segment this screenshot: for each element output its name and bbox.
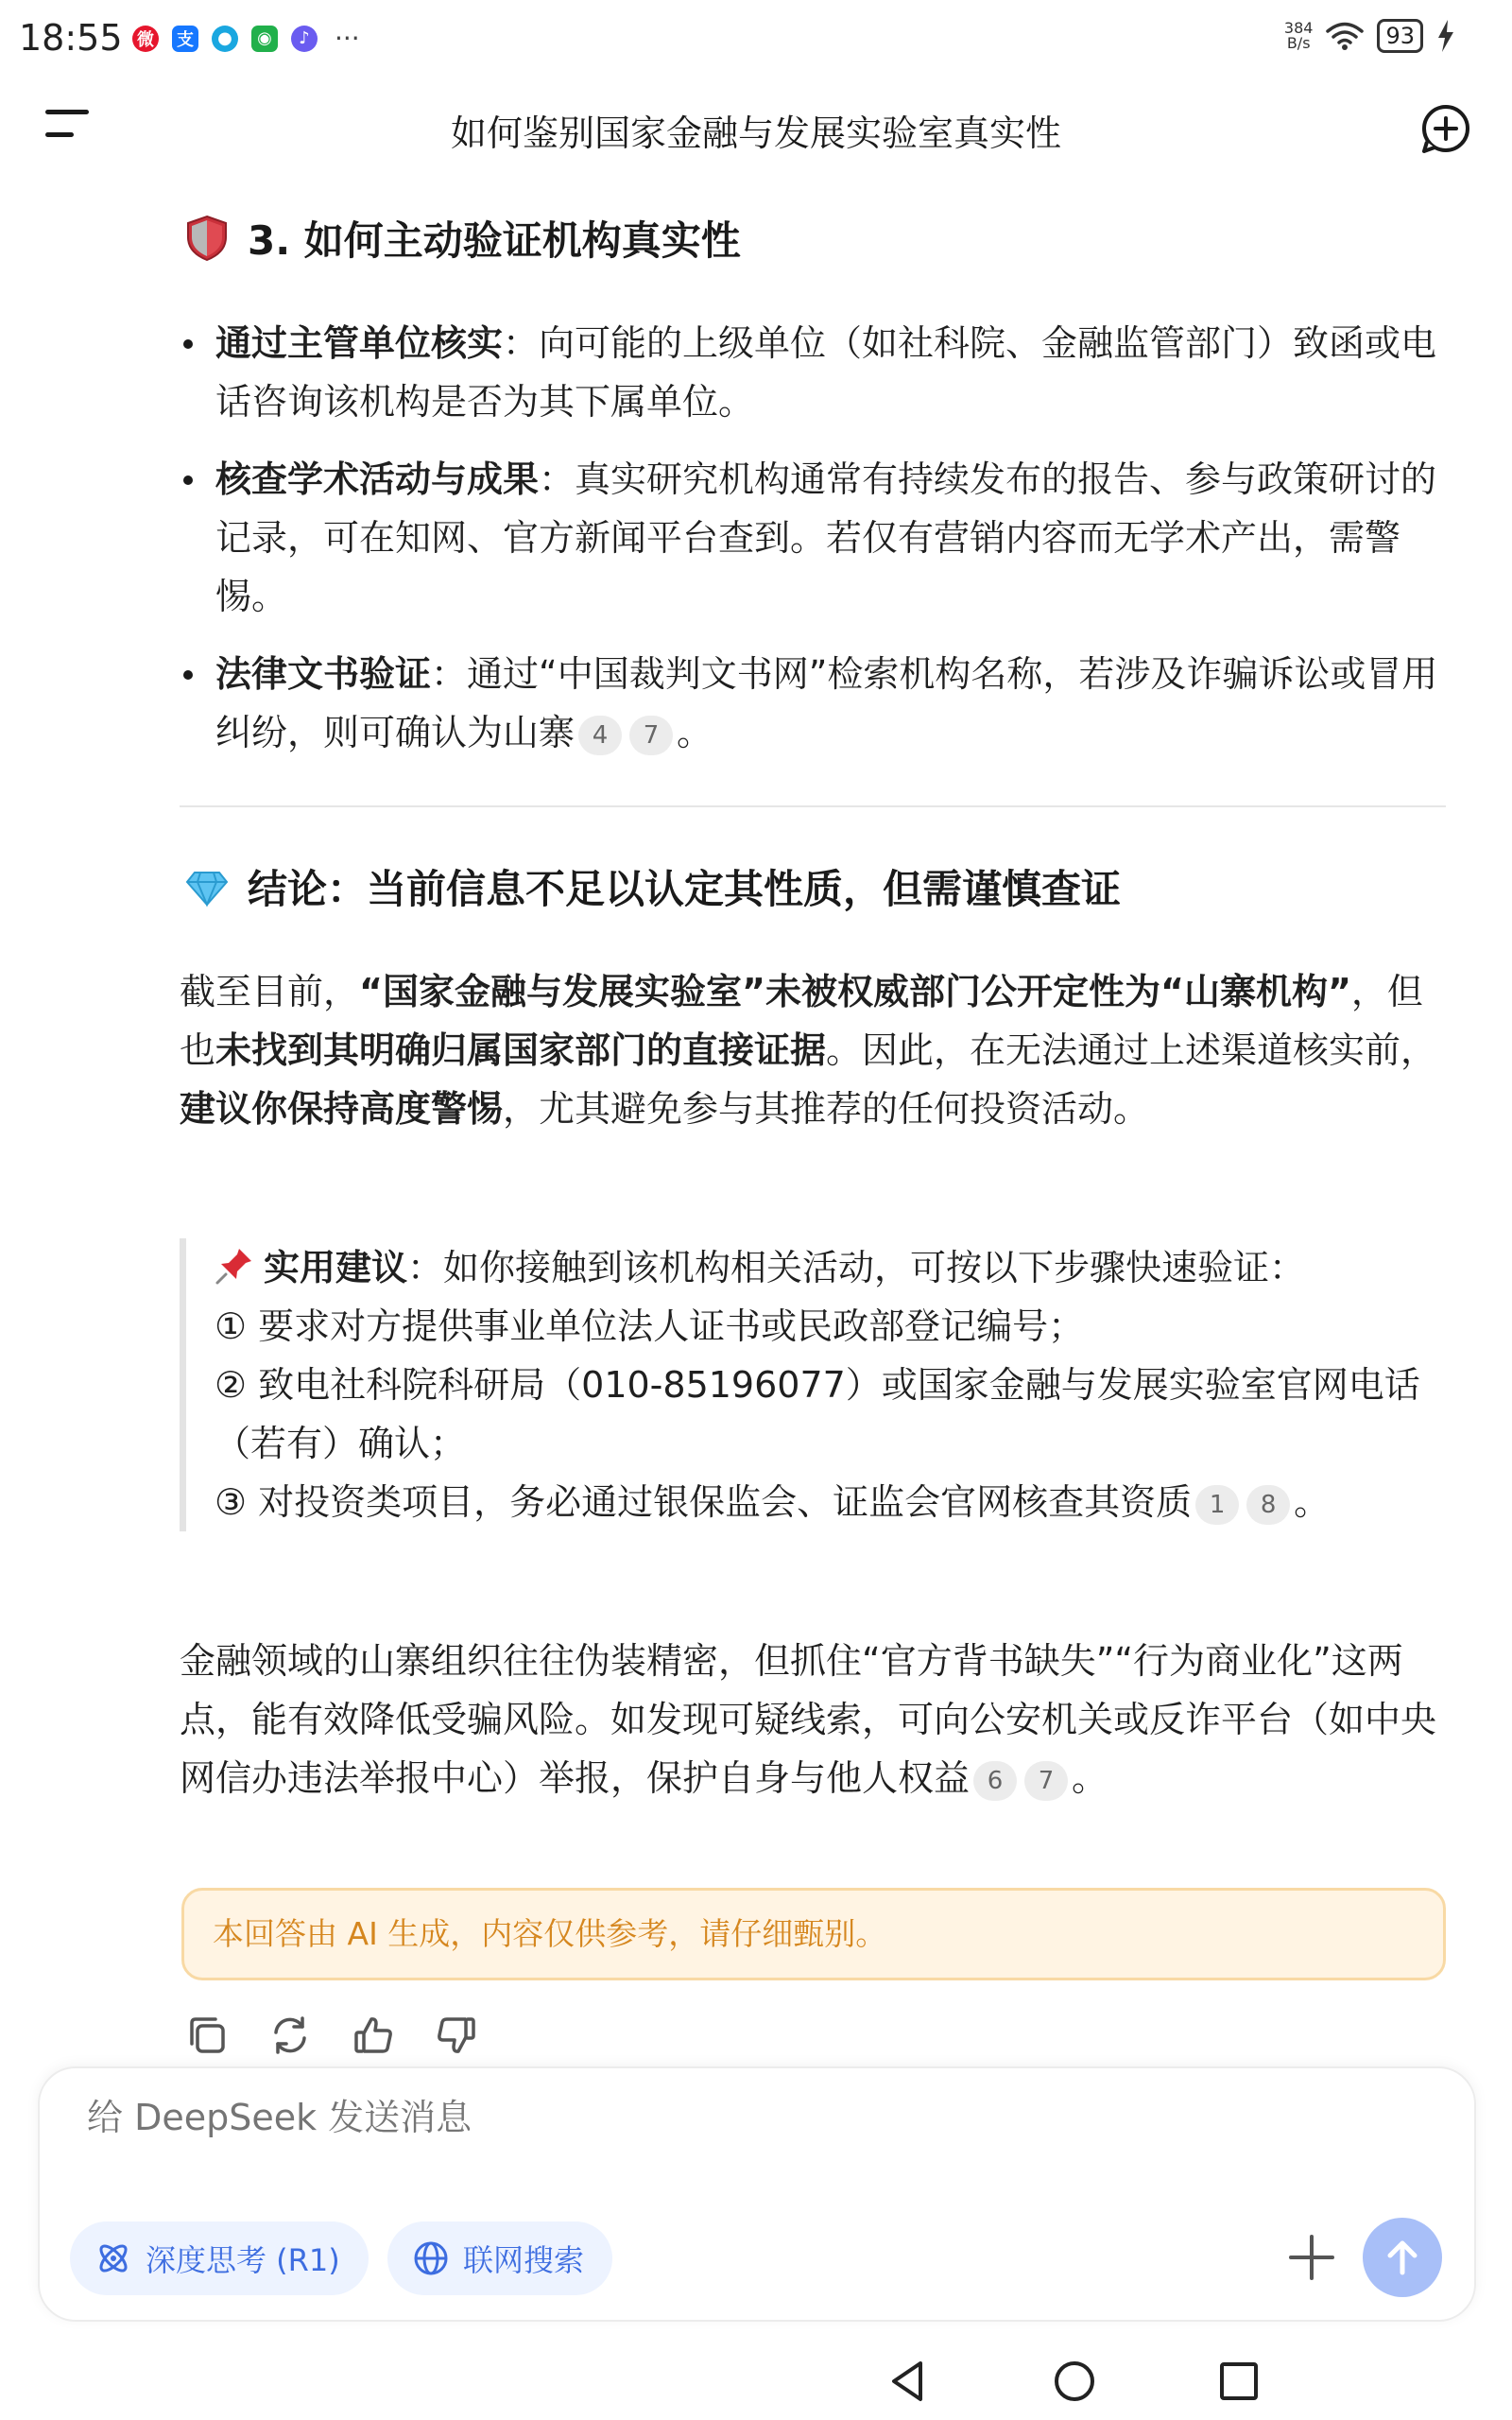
weibo-icon: 微 bbox=[132, 26, 159, 52]
citation-badge[interactable]: 4 bbox=[578, 716, 622, 755]
send-button[interactable] bbox=[1363, 2218, 1442, 2297]
tips-step-2: ② 致电社科院科研局（010-85196077）或国家金融与发展实验室官网电话（若有）确认； bbox=[215, 1364, 1420, 1464]
message-composer bbox=[38, 2066, 1476, 2322]
shield-icon bbox=[185, 215, 229, 262]
section-divider bbox=[180, 805, 1446, 807]
home-icon[interactable] bbox=[1049, 2356, 1100, 2407]
thumbs-up-icon[interactable] bbox=[352, 2014, 395, 2057]
back-icon[interactable] bbox=[883, 2356, 934, 2407]
recents-icon[interactable] bbox=[1213, 2356, 1264, 2407]
message-actions bbox=[185, 2014, 478, 2057]
wechat-icon: ◉ bbox=[251, 26, 278, 52]
new-chat-button[interactable] bbox=[1419, 102, 1472, 155]
pushpin-icon bbox=[215, 1246, 254, 1286]
status-time: 18:55 bbox=[19, 17, 123, 59]
thumbs-down-icon[interactable] bbox=[435, 2014, 478, 2057]
page-title: 如何鉴别国家金融与发展实验室真实性 bbox=[450, 112, 1061, 154]
status-app-icons bbox=[132, 23, 360, 54]
top-bar bbox=[0, 85, 1512, 170]
charging-icon bbox=[1436, 20, 1455, 52]
citation-badge[interactable]: 6 bbox=[973, 1761, 1017, 1801]
tips-intro: 实用建议：如你接触到该机构相关活动，可按以下步骤快速验证： bbox=[215, 1238, 1451, 1297]
web-search-toggle[interactable]: 联网搜索 bbox=[387, 2221, 612, 2295]
citation-badge[interactable]: 7 bbox=[629, 716, 673, 755]
net-speed: 384 B/s bbox=[1283, 19, 1314, 52]
globe-icon bbox=[412, 2239, 450, 2277]
atom-icon bbox=[94, 2239, 132, 2277]
alipay-icon: 支 bbox=[172, 26, 198, 52]
conclusion-paragraph: 截至目前，“国家金融与发展实验室”未被权威部门公开定性为“山寨机构”，但也未找到其明确归属国家部门的直接证据。因此，在无法通过上述渠道核实前，建议你保持高度警惕，尤其避免参与其推荐的任何投资活动。 bbox=[180, 971, 1437, 1130]
system-nav-bar bbox=[0, 2344, 1512, 2420]
section3-heading-text: 3. 如何主动验证机构真实性 bbox=[248, 217, 741, 264]
citation-badge[interactable]: 1 bbox=[1195, 1485, 1239, 1525]
copy-icon[interactable] bbox=[185, 2014, 229, 2057]
tips-step-3: ③ 对投资类项目，务必通过银保监会、证监会官网核查其资质 1 8 。 bbox=[215, 1481, 1331, 1523]
conclusion-heading-text: 结论：当前信息不足以认定其性质，但需谨慎查证 bbox=[248, 866, 1122, 912]
tips-blockquote bbox=[180, 1238, 1451, 1531]
list-item: 核查学术活动与成果：真实研究机构通常有持续发布的报告、参与政策研讨的记录，可在知网、官方新闻平台查到。若仅有营销内容而无学术产出，需警惕。 bbox=[180, 450, 1446, 626]
verification-list bbox=[180, 314, 1446, 781]
section3-heading bbox=[185, 210, 741, 267]
ai-disclaimer: 本回答由 AI 生成，内容仅供参考，请仔细甄别。 bbox=[181, 1888, 1446, 1980]
status-right bbox=[1284, 19, 1455, 53]
arrow-up-icon bbox=[1382, 2237, 1423, 2278]
deep-think-toggle[interactable]: 深度思考 (R1) bbox=[70, 2221, 369, 2295]
regenerate-icon[interactable] bbox=[268, 2014, 312, 2057]
conclusion-heading bbox=[185, 858, 1121, 915]
citation-badge[interactable]: 7 bbox=[1024, 1761, 1068, 1801]
citation-badge[interactable]: 8 bbox=[1246, 1485, 1290, 1525]
wifi-icon bbox=[1326, 21, 1364, 51]
browser-icon: ● bbox=[212, 26, 238, 52]
attach-button[interactable] bbox=[1285, 2231, 1338, 2284]
closing-paragraph: 金融领域的山寨组织往往伪装精密，但抓住“官方背书缺失”“行为商业化”这两点，能有效降低受骗风险。如发现可疑线索，可向公安机关或反诈平台（如中央网信办违法举报中心）举报，保护自身与他人权益 6 7 。 bbox=[180, 1640, 1437, 1799]
gem-icon bbox=[185, 863, 229, 910]
status-bar bbox=[0, 0, 1512, 76]
list-item: 通过主管单位核实：向可能的上级单位（如社科院、金融监管部门）致函或电话咨询该机构是否为其下属单位。 bbox=[180, 314, 1446, 431]
more-notifications-icon: ··· bbox=[335, 23, 360, 54]
message-input[interactable] bbox=[87, 2097, 1315, 2138]
music-icon: ♪ bbox=[291, 26, 318, 52]
battery-level: 93 bbox=[1377, 19, 1423, 53]
tips-step-1: ① 要求对方提供事业单位法人证书或民政部登记编号； bbox=[215, 1305, 1085, 1347]
list-item: 法律文书验证：通过“中国裁判文书网”检索机构名称，若涉及诈骗诉讼或冒用纠纷，则可确认为山寨 4 7 。 bbox=[180, 645, 1446, 762]
